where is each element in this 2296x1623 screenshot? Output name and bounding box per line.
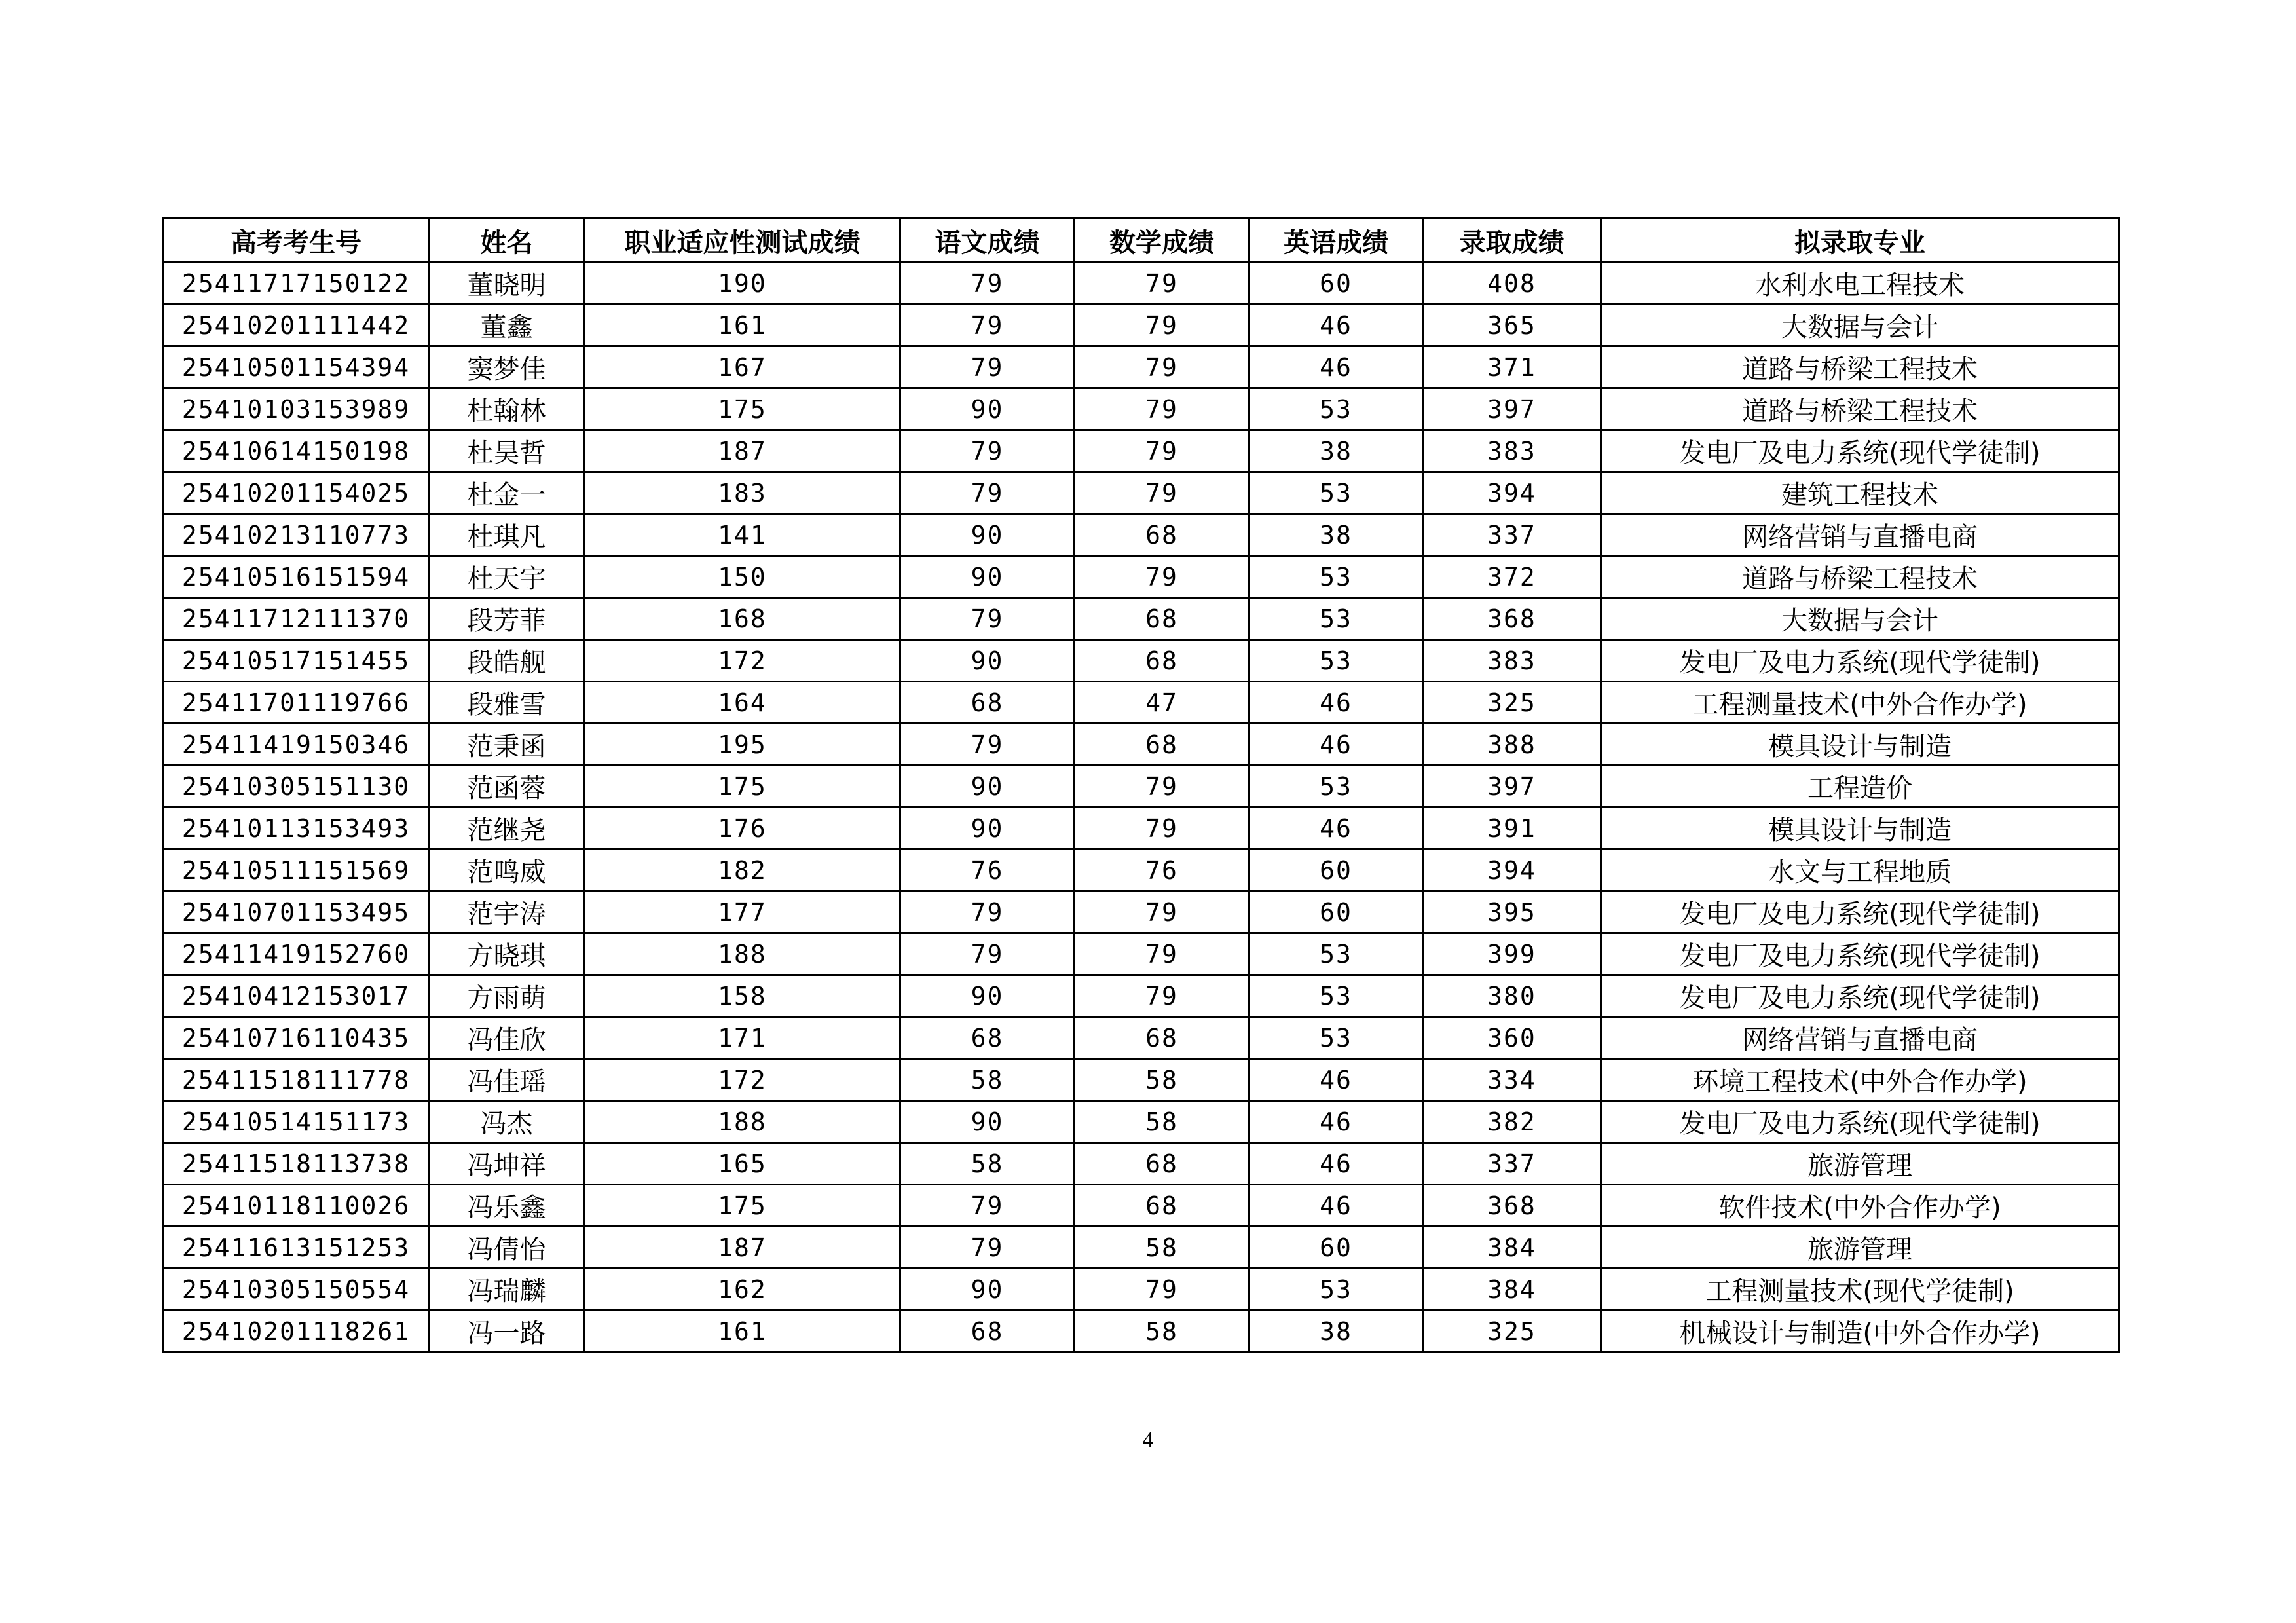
aptitude-score-cell: 171 bbox=[585, 1017, 900, 1059]
name-cell: 范宇涛 bbox=[429, 891, 585, 933]
math-score-cell: 79 bbox=[1075, 975, 1250, 1017]
name-cell: 范鸣威 bbox=[429, 849, 585, 891]
chinese-score-cell: 79 bbox=[900, 263, 1075, 305]
english-score-cell: 46 bbox=[1250, 808, 1423, 849]
aptitude-score-cell: 175 bbox=[585, 1185, 900, 1227]
table-row bbox=[164, 514, 2119, 556]
english-score-cell: 46 bbox=[1250, 724, 1423, 766]
english-score-cell: 53 bbox=[1250, 766, 1423, 808]
chinese-score-cell: 90 bbox=[900, 556, 1075, 598]
major-cell: 旅游管理 bbox=[1601, 1143, 2119, 1185]
english-score-cell: 53 bbox=[1250, 598, 1423, 640]
chinese-score-cell: 90 bbox=[900, 975, 1075, 1017]
name-cell: 段芳菲 bbox=[429, 598, 585, 640]
table-row bbox=[164, 1101, 2119, 1143]
admission-score-cell: 365 bbox=[1423, 305, 1601, 346]
table-body bbox=[164, 263, 2119, 1352]
table-row bbox=[164, 1143, 2119, 1185]
admission-score-cell: 383 bbox=[1423, 640, 1601, 682]
admission-score-cell: 408 bbox=[1423, 263, 1601, 305]
table-row bbox=[164, 724, 2119, 766]
admission-score-cell: 382 bbox=[1423, 1101, 1601, 1143]
aptitude-score-cell: 188 bbox=[585, 1101, 900, 1143]
aptitude-score-cell: 162 bbox=[585, 1269, 900, 1311]
exam-id-cell: 25411701119766 bbox=[164, 682, 429, 724]
math-score-cell: 58 bbox=[1075, 1101, 1250, 1143]
aptitude-score-cell: 182 bbox=[585, 849, 900, 891]
chinese-score-cell: 90 bbox=[900, 388, 1075, 430]
chinese-score-cell: 76 bbox=[900, 849, 1075, 891]
aptitude-score-cell: 188 bbox=[585, 933, 900, 975]
major-cell: 发电厂及电力系统(现代学徒制) bbox=[1601, 933, 2119, 975]
name-cell: 段皓舰 bbox=[429, 640, 585, 682]
english-score-cell: 53 bbox=[1250, 556, 1423, 598]
name-cell: 冯坤祥 bbox=[429, 1143, 585, 1185]
english-score-cell: 53 bbox=[1250, 975, 1423, 1017]
header-english-score: 英语成绩 bbox=[1250, 219, 1423, 263]
exam-id-cell: 25410305150554 bbox=[164, 1269, 429, 1311]
math-score-cell: 47 bbox=[1075, 682, 1250, 724]
math-score-cell: 68 bbox=[1075, 598, 1250, 640]
chinese-score-cell: 90 bbox=[900, 766, 1075, 808]
aptitude-score-cell: 158 bbox=[585, 975, 900, 1017]
chinese-score-cell: 58 bbox=[900, 1143, 1075, 1185]
exam-id-cell: 25410103153989 bbox=[164, 388, 429, 430]
aptitude-score-cell: 177 bbox=[585, 891, 900, 933]
admission-score-cell: 397 bbox=[1423, 766, 1601, 808]
major-cell: 机械设计与制造(中外合作办学) bbox=[1601, 1311, 2119, 1352]
name-cell: 董鑫 bbox=[429, 305, 585, 346]
major-cell: 水文与工程地质 bbox=[1601, 849, 2119, 891]
table-row bbox=[164, 388, 2119, 430]
math-score-cell: 68 bbox=[1075, 1143, 1250, 1185]
aptitude-score-cell: 187 bbox=[585, 1227, 900, 1269]
aptitude-score-cell: 175 bbox=[585, 766, 900, 808]
name-cell: 冯佳瑶 bbox=[429, 1059, 585, 1101]
table-row bbox=[164, 598, 2119, 640]
table-row bbox=[164, 430, 2119, 472]
exam-id-cell: 25410201118261 bbox=[164, 1311, 429, 1352]
major-cell: 网络营销与直播电商 bbox=[1601, 514, 2119, 556]
chinese-score-cell: 79 bbox=[900, 1185, 1075, 1227]
admission-score-cell: 368 bbox=[1423, 598, 1601, 640]
admission-score-cell: 334 bbox=[1423, 1059, 1601, 1101]
exam-id-cell: 25411712111370 bbox=[164, 598, 429, 640]
table-row bbox=[164, 556, 2119, 598]
name-cell: 方雨萌 bbox=[429, 975, 585, 1017]
admission-score-cell: 397 bbox=[1423, 388, 1601, 430]
exam-id-cell: 25411717150122 bbox=[164, 263, 429, 305]
math-score-cell: 58 bbox=[1075, 1059, 1250, 1101]
admission-score-cell: 399 bbox=[1423, 933, 1601, 975]
major-cell: 建筑工程技术 bbox=[1601, 472, 2119, 514]
major-cell: 工程测量技术(中外合作办学) bbox=[1601, 682, 2119, 724]
english-score-cell: 46 bbox=[1250, 1059, 1423, 1101]
math-score-cell: 68 bbox=[1075, 1017, 1250, 1059]
admission-table bbox=[162, 217, 2120, 1353]
major-cell: 旅游管理 bbox=[1601, 1227, 2119, 1269]
name-cell: 冯杰 bbox=[429, 1101, 585, 1143]
aptitude-score-cell: 176 bbox=[585, 808, 900, 849]
admission-score-cell: 337 bbox=[1423, 1143, 1601, 1185]
table-row bbox=[164, 975, 2119, 1017]
major-cell: 发电厂及电力系统(现代学徒制) bbox=[1601, 975, 2119, 1017]
header-admission-score: 录取成绩 bbox=[1423, 219, 1601, 263]
aptitude-score-cell: 183 bbox=[585, 472, 900, 514]
exam-id-cell: 25410516151594 bbox=[164, 556, 429, 598]
name-cell: 杜金一 bbox=[429, 472, 585, 514]
major-cell: 发电厂及电力系统(现代学徒制) bbox=[1601, 1101, 2119, 1143]
table-row bbox=[164, 1311, 2119, 1352]
name-cell: 范继尧 bbox=[429, 808, 585, 849]
exam-id-cell: 25411613151253 bbox=[164, 1227, 429, 1269]
chinese-score-cell: 79 bbox=[900, 305, 1075, 346]
aptitude-score-cell: 172 bbox=[585, 640, 900, 682]
table-row bbox=[164, 472, 2119, 514]
header-chinese-score: 语文成绩 bbox=[900, 219, 1075, 263]
exam-id-cell: 25411419152760 bbox=[164, 933, 429, 975]
english-score-cell: 60 bbox=[1250, 263, 1423, 305]
admission-score-cell: 388 bbox=[1423, 724, 1601, 766]
table-row bbox=[164, 640, 2119, 682]
name-cell: 方晓琪 bbox=[429, 933, 585, 975]
header-math-score: 数学成绩 bbox=[1075, 219, 1250, 263]
math-score-cell: 79 bbox=[1075, 346, 1250, 388]
admission-score-cell: 394 bbox=[1423, 472, 1601, 514]
header-exam-id: 高考考生号 bbox=[164, 219, 429, 263]
english-score-cell: 53 bbox=[1250, 472, 1423, 514]
major-cell: 发电厂及电力系统(现代学徒制) bbox=[1601, 891, 2119, 933]
table-row bbox=[164, 305, 2119, 346]
table-row bbox=[164, 891, 2119, 933]
math-score-cell: 58 bbox=[1075, 1227, 1250, 1269]
exam-id-cell: 25411419150346 bbox=[164, 724, 429, 766]
table-row bbox=[164, 682, 2119, 724]
major-cell: 大数据与会计 bbox=[1601, 305, 2119, 346]
chinese-score-cell: 90 bbox=[900, 514, 1075, 556]
major-cell: 模具设计与制造 bbox=[1601, 808, 2119, 849]
table-row bbox=[164, 1227, 2119, 1269]
chinese-score-cell: 79 bbox=[900, 933, 1075, 975]
exam-id-cell: 25410716110435 bbox=[164, 1017, 429, 1059]
aptitude-score-cell: 165 bbox=[585, 1143, 900, 1185]
exam-id-cell: 25410701153495 bbox=[164, 891, 429, 933]
english-score-cell: 60 bbox=[1250, 1227, 1423, 1269]
major-cell: 道路与桥梁工程技术 bbox=[1601, 388, 2119, 430]
major-cell: 水利水电工程技术 bbox=[1601, 263, 2119, 305]
math-score-cell: 68 bbox=[1075, 1185, 1250, 1227]
table-row bbox=[164, 1017, 2119, 1059]
english-score-cell: 53 bbox=[1250, 388, 1423, 430]
math-score-cell: 79 bbox=[1075, 305, 1250, 346]
chinese-score-cell: 68 bbox=[900, 682, 1075, 724]
exam-id-cell: 25410113153493 bbox=[164, 808, 429, 849]
name-cell: 段雅雪 bbox=[429, 682, 585, 724]
math-score-cell: 68 bbox=[1075, 640, 1250, 682]
admission-score-cell: 360 bbox=[1423, 1017, 1601, 1059]
exam-id-cell: 25410213110773 bbox=[164, 514, 429, 556]
english-score-cell: 46 bbox=[1250, 1101, 1423, 1143]
major-cell: 工程测量技术(现代学徒制) bbox=[1601, 1269, 2119, 1311]
chinese-score-cell: 90 bbox=[900, 808, 1075, 849]
chinese-score-cell: 79 bbox=[900, 724, 1075, 766]
math-score-cell: 79 bbox=[1075, 891, 1250, 933]
english-score-cell: 53 bbox=[1250, 1017, 1423, 1059]
table-row bbox=[164, 346, 2119, 388]
name-cell: 冯瑞麟 bbox=[429, 1269, 585, 1311]
english-score-cell: 46 bbox=[1250, 682, 1423, 724]
chinese-score-cell: 68 bbox=[900, 1017, 1075, 1059]
name-cell: 冯佳欣 bbox=[429, 1017, 585, 1059]
aptitude-score-cell: 168 bbox=[585, 598, 900, 640]
exam-id-cell: 25410412153017 bbox=[164, 975, 429, 1017]
math-score-cell: 68 bbox=[1075, 514, 1250, 556]
math-score-cell: 79 bbox=[1075, 472, 1250, 514]
admission-score-cell: 384 bbox=[1423, 1227, 1601, 1269]
english-score-cell: 46 bbox=[1250, 305, 1423, 346]
aptitude-score-cell: 141 bbox=[585, 514, 900, 556]
table-row bbox=[164, 1269, 2119, 1311]
chinese-score-cell: 79 bbox=[900, 598, 1075, 640]
exam-id-cell: 25410514151173 bbox=[164, 1101, 429, 1143]
header-major: 拟录取专业 bbox=[1601, 219, 2119, 263]
name-cell: 窦梦佳 bbox=[429, 346, 585, 388]
major-cell: 工程造价 bbox=[1601, 766, 2119, 808]
aptitude-score-cell: 167 bbox=[585, 346, 900, 388]
math-score-cell: 79 bbox=[1075, 556, 1250, 598]
exam-id-cell: 25410305151130 bbox=[164, 766, 429, 808]
exam-id-cell: 25410501154394 bbox=[164, 346, 429, 388]
major-cell: 发电厂及电力系统(现代学徒制) bbox=[1601, 430, 2119, 472]
major-cell: 发电厂及电力系统(现代学徒制) bbox=[1601, 640, 2119, 682]
exam-id-cell: 25410517151455 bbox=[164, 640, 429, 682]
aptitude-score-cell: 150 bbox=[585, 556, 900, 598]
admission-score-cell: 384 bbox=[1423, 1269, 1601, 1311]
exam-id-cell: 25410201111442 bbox=[164, 305, 429, 346]
english-score-cell: 38 bbox=[1250, 514, 1423, 556]
english-score-cell: 60 bbox=[1250, 891, 1423, 933]
header-name: 姓名 bbox=[429, 219, 585, 263]
name-cell: 杜翰林 bbox=[429, 388, 585, 430]
major-cell: 软件技术(中外合作办学) bbox=[1601, 1185, 2119, 1227]
table-row bbox=[164, 849, 2119, 891]
math-score-cell: 79 bbox=[1075, 808, 1250, 849]
english-score-cell: 53 bbox=[1250, 933, 1423, 975]
math-score-cell: 79 bbox=[1075, 1269, 1250, 1311]
aptitude-score-cell: 172 bbox=[585, 1059, 900, 1101]
name-cell: 范函蓉 bbox=[429, 766, 585, 808]
name-cell: 冯乐鑫 bbox=[429, 1185, 585, 1227]
header-row bbox=[164, 219, 2119, 263]
chinese-score-cell: 90 bbox=[900, 1101, 1075, 1143]
exam-id-cell: 25410614150198 bbox=[164, 430, 429, 472]
math-score-cell: 58 bbox=[1075, 1311, 1250, 1352]
math-score-cell: 68 bbox=[1075, 724, 1250, 766]
chinese-score-cell: 79 bbox=[900, 472, 1075, 514]
admission-score-cell: 371 bbox=[1423, 346, 1601, 388]
chinese-score-cell: 79 bbox=[900, 891, 1075, 933]
admission-score-cell: 380 bbox=[1423, 975, 1601, 1017]
math-score-cell: 79 bbox=[1075, 263, 1250, 305]
math-score-cell: 79 bbox=[1075, 388, 1250, 430]
major-cell: 大数据与会计 bbox=[1601, 598, 2119, 640]
admission-score-cell: 372 bbox=[1423, 556, 1601, 598]
name-cell: 杜天宇 bbox=[429, 556, 585, 598]
major-cell: 环境工程技术(中外合作办学) bbox=[1601, 1059, 2119, 1101]
exam-id-cell: 25410118110026 bbox=[164, 1185, 429, 1227]
math-score-cell: 79 bbox=[1075, 933, 1250, 975]
chinese-score-cell: 79 bbox=[900, 1227, 1075, 1269]
header-aptitude-score: 职业适应性测试成绩 bbox=[585, 219, 900, 263]
math-score-cell: 76 bbox=[1075, 849, 1250, 891]
aptitude-score-cell: 187 bbox=[585, 430, 900, 472]
exam-id-cell: 25410201154025 bbox=[164, 472, 429, 514]
page-number: 4 bbox=[1142, 1428, 1154, 1452]
aptitude-score-cell: 161 bbox=[585, 305, 900, 346]
table-row bbox=[164, 1059, 2119, 1101]
english-score-cell: 38 bbox=[1250, 430, 1423, 472]
name-cell: 范秉函 bbox=[429, 724, 585, 766]
admission-score-cell: 325 bbox=[1423, 1311, 1601, 1352]
math-score-cell: 79 bbox=[1075, 430, 1250, 472]
name-cell: 冯倩怡 bbox=[429, 1227, 585, 1269]
chinese-score-cell: 58 bbox=[900, 1059, 1075, 1101]
table-row bbox=[164, 263, 2119, 305]
exam-id-cell: 25411518111778 bbox=[164, 1059, 429, 1101]
chinese-score-cell: 79 bbox=[900, 346, 1075, 388]
math-score-cell: 79 bbox=[1075, 766, 1250, 808]
admission-score-cell: 337 bbox=[1423, 514, 1601, 556]
chinese-score-cell: 79 bbox=[900, 430, 1075, 472]
major-cell: 道路与桥梁工程技术 bbox=[1601, 556, 2119, 598]
name-cell: 冯一路 bbox=[429, 1311, 585, 1352]
chinese-score-cell: 68 bbox=[900, 1311, 1075, 1352]
aptitude-score-cell: 175 bbox=[585, 388, 900, 430]
name-cell: 董晓明 bbox=[429, 263, 585, 305]
name-cell: 杜昊哲 bbox=[429, 430, 585, 472]
english-score-cell: 53 bbox=[1250, 1269, 1423, 1311]
english-score-cell: 38 bbox=[1250, 1311, 1423, 1352]
english-score-cell: 46 bbox=[1250, 346, 1423, 388]
english-score-cell: 46 bbox=[1250, 1185, 1423, 1227]
aptitude-score-cell: 195 bbox=[585, 724, 900, 766]
admission-score-cell: 391 bbox=[1423, 808, 1601, 849]
english-score-cell: 53 bbox=[1250, 640, 1423, 682]
chinese-score-cell: 90 bbox=[900, 1269, 1075, 1311]
table-row bbox=[164, 808, 2119, 849]
admission-score-cell: 383 bbox=[1423, 430, 1601, 472]
admission-score-cell: 368 bbox=[1423, 1185, 1601, 1227]
major-cell: 网络营销与直播电商 bbox=[1601, 1017, 2119, 1059]
admission-score-cell: 394 bbox=[1423, 849, 1601, 891]
admission-score-cell: 325 bbox=[1423, 682, 1601, 724]
exam-id-cell: 25411518113738 bbox=[164, 1143, 429, 1185]
major-cell: 道路与桥梁工程技术 bbox=[1601, 346, 2119, 388]
exam-id-cell: 25410511151569 bbox=[164, 849, 429, 891]
name-cell: 杜琪凡 bbox=[429, 514, 585, 556]
english-score-cell: 60 bbox=[1250, 849, 1423, 891]
major-cell: 模具设计与制造 bbox=[1601, 724, 2119, 766]
table-row bbox=[164, 933, 2119, 975]
table-row bbox=[164, 766, 2119, 808]
english-score-cell: 46 bbox=[1250, 1143, 1423, 1185]
chinese-score-cell: 90 bbox=[900, 640, 1075, 682]
aptitude-score-cell: 190 bbox=[585, 263, 900, 305]
admission-score-cell: 395 bbox=[1423, 891, 1601, 933]
aptitude-score-cell: 164 bbox=[585, 682, 900, 724]
aptitude-score-cell: 161 bbox=[585, 1311, 900, 1352]
table-row bbox=[164, 1185, 2119, 1227]
